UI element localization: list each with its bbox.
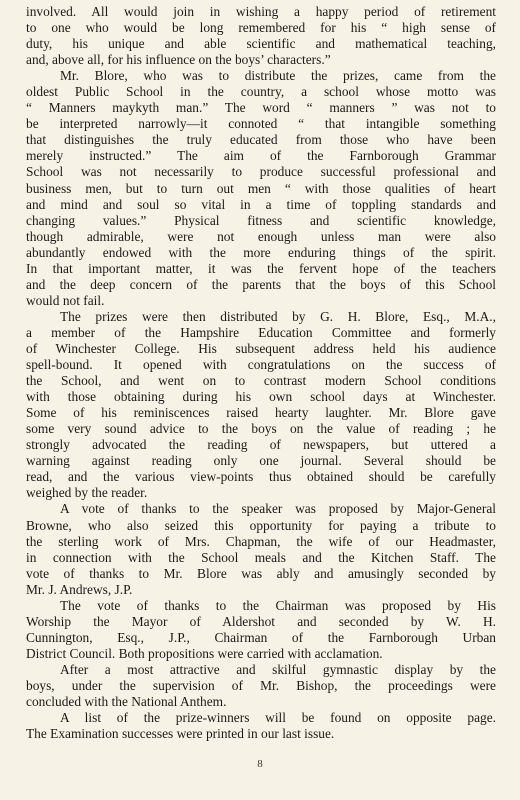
text-line: and mind and soul so vital in a time of toppling standards and xyxy=(26,196,496,212)
text-line: The vote of thanks to the Chairman was proposed by His xyxy=(60,597,496,613)
text-line: of Winchester College. His subsequent address held his audience xyxy=(26,340,496,356)
text-line: vote of thanks to Mr. Blore was ably and amusingly seconded by xyxy=(26,565,496,581)
text-line: in connection with the School meals and the Kitchen Staff. The xyxy=(26,549,496,565)
text-line: District Council. Both propositions were carried with acclamation. xyxy=(26,645,383,661)
text-line: to one who would be long remembered for his “ high sense of xyxy=(26,20,496,36)
text-line: involved. All would join in wishing a happy period of retirement xyxy=(26,4,496,19)
text-line: warning against reading only one journal. Several should be xyxy=(26,453,496,469)
text-line: and the deep concern of the parents that the boys of this School xyxy=(26,276,496,292)
text-line: the School, and went on to contrast modern School conditions xyxy=(26,373,496,389)
text-line: Cunnington, Esq., J.P., Chairman of the Farnborough Urban xyxy=(26,629,496,645)
paragraph xyxy=(26,710,496,742)
paragraph xyxy=(26,662,496,710)
text-line: business men, but to turn out men “ with those qualities of heart xyxy=(26,180,496,196)
text-line: abundantly endowed with the more enduring things of the spirit. xyxy=(26,244,496,260)
text-line: Browne, who also seized this opportunity for paying a tribute to xyxy=(26,517,496,533)
paragraph xyxy=(26,4,496,68)
text-line: oldest Public School in the country, a school whose motto was xyxy=(26,84,496,100)
text-line: some very sound advice to the boys on the value of reading ; he xyxy=(26,421,496,437)
text-line: though admirable, were not enough unless man were also xyxy=(26,228,496,244)
text-line: The prizes were then distributed by G. H. Blore, Esq., M.A., xyxy=(60,308,496,324)
text-line: A vote of thanks to the speaker was proposed by Major-General xyxy=(60,501,496,517)
text-line: Mr. J. Andrews, J.P. xyxy=(26,581,133,597)
text-line: School was not necessarily to produce successful professional and xyxy=(26,164,496,180)
text-line: boys, under the supervision of Mr. Bishop, the proceedings were xyxy=(26,677,496,693)
text-line: Mr. Blore, who was to distribute the prizes, came from the xyxy=(60,68,496,84)
text-line: duty, his unique and able scientific and mathematical teaching, xyxy=(26,36,496,52)
text-line: weighed by the reader. xyxy=(26,485,148,501)
paragraph xyxy=(26,68,496,309)
text-line: merely instructed.” The aim of the Farnborough Grammar xyxy=(26,148,496,164)
text-line: changing values.” Physical fitness and scientific knowledge, xyxy=(26,212,496,228)
text-line: and, above all, for his influence on the boys’ characters.” xyxy=(26,52,331,68)
text-line: concluded with the National Anthem. xyxy=(26,694,227,710)
page-number: 8 xyxy=(257,758,263,770)
paragraph xyxy=(26,598,496,662)
text-line: strongly advocated the reading of newspapers, but uttered a xyxy=(26,437,496,453)
text-line: A list of the prize-winners will be found on opposite page. xyxy=(60,710,496,726)
text-line: spell-bound. It opened with congratulations on the success of xyxy=(26,357,496,373)
text-line: that distinguishes the truly educated from those who have been xyxy=(26,132,496,148)
text-line: would not fail. xyxy=(26,292,105,308)
text-line: Some of his reminiscences raised hearty laughter. Mr. Blore gave xyxy=(26,405,496,421)
text-line: with those obtaining during his own school days at Winchester. xyxy=(26,389,496,405)
text-line: In that important matter, it was the fervent hope of the teachers xyxy=(26,260,496,276)
text-line: read, and the various view-points thus obtained should be carefully xyxy=(26,469,496,485)
text-line: The Examination successes were printed in our last issue. xyxy=(26,726,335,742)
text-line: be interpreted narrowly—it connoted “ that intangible something xyxy=(26,116,496,132)
text-line: Worship the Mayor of Aldershot and seconded by W. H. xyxy=(26,613,496,629)
paragraph xyxy=(26,501,496,597)
text-line: a member of the Hampshire Education Committee and formerly xyxy=(26,324,496,340)
text-line: the sterling work of Mrs. Chapman, the wife of our Headmaster, xyxy=(26,533,496,549)
text-line: “ Manners maykyth man.” The word “ manners ” was not to xyxy=(26,100,496,116)
text-line: After a most attractive and skilful gymnastic display by the xyxy=(60,661,496,677)
article-body xyxy=(26,4,496,742)
paragraph xyxy=(26,309,496,502)
